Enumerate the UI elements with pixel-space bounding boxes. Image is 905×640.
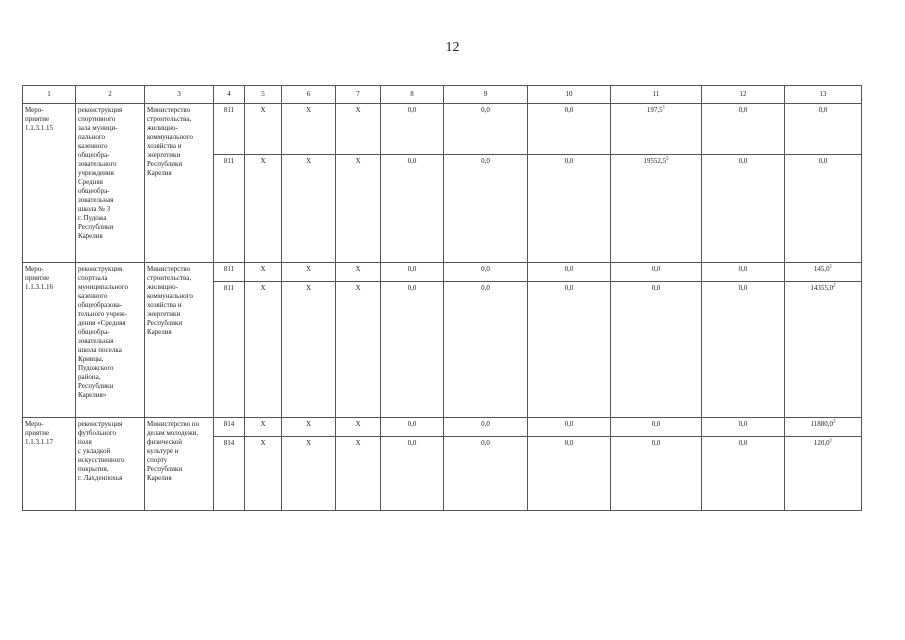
cell-c6: X xyxy=(282,155,336,263)
cell-c7: X xyxy=(336,104,381,155)
object-cell: реконструкция спортивного зала муници- пального казенного общеобра- зовательного учреждения Средняя общеобра- зовательная школа № 3 г. Пудожа Республики Карелия xyxy=(76,104,145,263)
cell-c6: X xyxy=(282,263,336,282)
cell-c10: 0,0 xyxy=(528,282,611,418)
column-header-13: 13 xyxy=(785,86,862,104)
cell-c11 xyxy=(611,282,702,418)
executor-cell: Министерство строительства, жилищно- коммунального хозяйства и энергетики Республики Карелия xyxy=(145,263,214,418)
cell-c12 xyxy=(702,418,785,437)
cell-c11 xyxy=(611,263,702,282)
cell-c10: 0,0 xyxy=(528,155,611,263)
footnote-mark: 2 xyxy=(666,156,669,162)
cell-c11 xyxy=(611,155,702,263)
cell-value: 0,0 xyxy=(738,284,748,292)
page-number: 12 xyxy=(445,40,460,55)
column-header-8: 8 xyxy=(381,86,444,104)
column-header-9: 9 xyxy=(444,86,528,104)
cell-c13 xyxy=(785,282,862,418)
column-header-4: 4 xyxy=(214,86,245,104)
cell-value: 0,0 xyxy=(818,157,828,165)
cell-c8: 0,0 xyxy=(381,155,444,263)
cell-c5: X xyxy=(245,437,282,511)
event-cell: Меро- приятие 1.1.3.1.17 xyxy=(23,418,76,511)
cell-c5: X xyxy=(245,263,282,282)
cell-c12 xyxy=(702,282,785,418)
cell-c10: 0,0 xyxy=(528,104,611,155)
column-header-11: 11 xyxy=(611,86,702,104)
cell-value: 11880,0 xyxy=(810,420,833,428)
cell-c4: 811 xyxy=(214,282,245,418)
cell-c5: X xyxy=(245,418,282,437)
cell-c11 xyxy=(611,437,702,511)
cell-c10: 0,0 xyxy=(528,263,611,282)
cell-c6: X xyxy=(282,418,336,437)
cell-c13 xyxy=(785,437,862,511)
footnote-mark: 1 xyxy=(662,105,666,111)
cell-value: 0,0 xyxy=(738,420,748,428)
column-header-6: 6 xyxy=(282,86,336,104)
cell-value: 0,0 xyxy=(818,106,828,114)
footnote-mark: 1 xyxy=(829,264,833,270)
table-body xyxy=(23,86,862,511)
cell-c4: 811 xyxy=(214,104,245,155)
cell-value: 0,0 xyxy=(738,106,748,114)
cell-c7: X xyxy=(336,437,381,511)
table-row xyxy=(23,418,862,437)
cell-c12 xyxy=(702,155,785,263)
cell-c5: X xyxy=(245,282,282,418)
cell-c7: X xyxy=(336,263,381,282)
cell-c9: 0,0 xyxy=(444,418,528,437)
cell-c10: 0,0 xyxy=(528,418,611,437)
table-header-row xyxy=(23,86,862,104)
cell-c9: 0,0 xyxy=(444,282,528,418)
cell-c8: 0,0 xyxy=(381,263,444,282)
event-cell: Меро- приятие 1.1.3.1.15 xyxy=(23,104,76,263)
cell-value: 0,0 xyxy=(738,439,748,447)
cell-c5: X xyxy=(245,104,282,155)
cell-c6: X xyxy=(282,437,336,511)
cell-c13 xyxy=(785,418,862,437)
cell-c12 xyxy=(702,437,785,511)
cell-c5: X xyxy=(245,155,282,263)
cell-value: 0,0 xyxy=(651,284,661,292)
cell-c9: 0,0 xyxy=(444,104,528,155)
cell-c8: 0,0 xyxy=(381,282,444,418)
cell-c7: X xyxy=(336,282,381,418)
cell-value: 0,0 xyxy=(738,157,748,165)
cell-c4: 811 xyxy=(214,263,245,282)
cell-value: 120,0 xyxy=(813,439,830,447)
cell-c8: 0,0 xyxy=(381,104,444,155)
cell-value: 197,5 xyxy=(646,106,663,114)
table-row xyxy=(23,104,862,155)
column-header-12: 12 xyxy=(702,86,785,104)
cell-value: 145,0 xyxy=(813,265,830,273)
cell-c4: 814 xyxy=(214,437,245,511)
column-header-5: 5 xyxy=(245,86,282,104)
object-cell: реконструкция спортзала муниципального казенного общеобразова- тельного учреж- дения «Средняя общеобра- зовательная школа поселка Кривцы, Пудожского района, Республики Карелия» xyxy=(76,263,145,418)
event-cell: Меро- приятие 1.1.3.1.16 xyxy=(23,263,76,418)
cell-value: 0,0 xyxy=(738,265,748,273)
cell-c10: 0,0 xyxy=(528,437,611,511)
footnote-mark: 2 xyxy=(833,419,836,425)
table-row xyxy=(23,263,862,282)
cell-c9: 0,0 xyxy=(444,155,528,263)
cell-value: 19552,5 xyxy=(643,157,667,165)
cell-value: 0,0 xyxy=(651,439,661,447)
column-header-3: 3 xyxy=(145,86,214,104)
cell-c12 xyxy=(702,263,785,282)
cell-c6: X xyxy=(282,282,336,418)
cell-c11 xyxy=(611,104,702,155)
cell-c4: 814 xyxy=(214,418,245,437)
cell-c8: 0,0 xyxy=(381,437,444,511)
footnote-mark: 1 xyxy=(829,438,833,444)
column-header-10: 10 xyxy=(528,86,611,104)
cell-value: 14355,0 xyxy=(810,284,834,292)
cell-c11 xyxy=(611,418,702,437)
cell-c9: 0,0 xyxy=(444,437,528,511)
cell-c13 xyxy=(785,263,862,282)
cell-value: 0,0 xyxy=(651,265,661,273)
budget-table xyxy=(22,85,862,511)
column-header-1: 1 xyxy=(23,86,76,104)
cell-c8: 0,0 xyxy=(381,418,444,437)
column-header-2: 2 xyxy=(76,86,145,104)
object-cell: реконструкция футбольного поля с укладкой искусственного покрытия, г. Лахденпохья xyxy=(76,418,145,511)
cell-value: 0,0 xyxy=(651,420,661,428)
executor-cell: Министерство по делам молодежи, физической культуре и спорту Республики Карелия xyxy=(145,418,214,511)
cell-c12 xyxy=(702,104,785,155)
cell-c7: X xyxy=(336,418,381,437)
cell-c7: X xyxy=(336,155,381,263)
executor-cell: Министерство строительства, жилищно- коммунального хозяйства и энергетики Республики Карелия xyxy=(145,104,214,263)
column-header-7: 7 xyxy=(336,86,381,104)
cell-c13 xyxy=(785,155,862,263)
cell-c6: X xyxy=(282,104,336,155)
footnote-mark: 2 xyxy=(833,283,836,289)
cell-c9: 0,0 xyxy=(444,263,528,282)
cell-c13 xyxy=(785,104,862,155)
cell-c4: 811 xyxy=(214,155,245,263)
